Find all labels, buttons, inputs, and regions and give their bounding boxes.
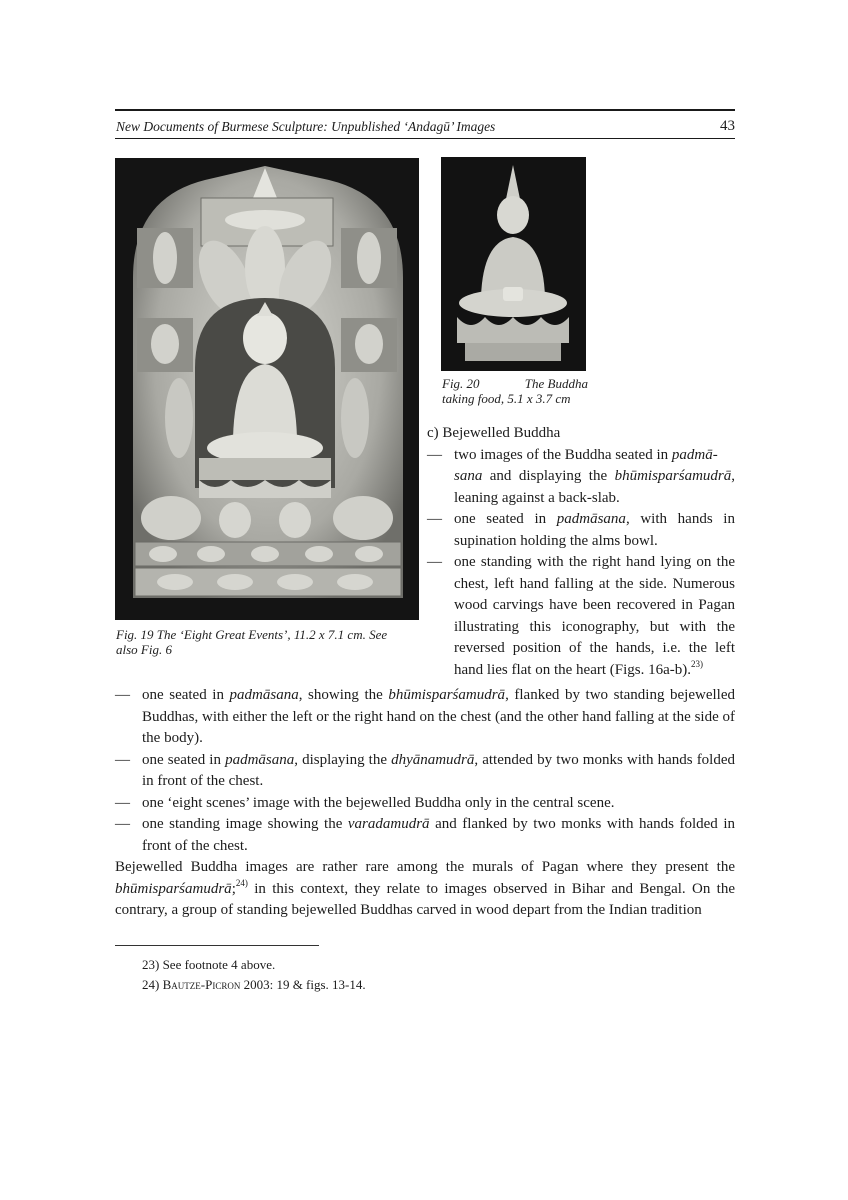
list-item (427, 552, 735, 681)
item-text: , with hands in supination holding the alms bowl. (454, 511, 735, 549)
item-text: one standing with the right hand lying on the chest, left hand falling at the side. Numerous wood carvings have been recovered in Pagan illustrating this iconography, but with the reversed position of the hands, i.e. the left hand lies flat on the heart (Figs. 16a-b). (454, 554, 735, 678)
figure-19-caption-line2: also Fig. 6 (116, 642, 172, 657)
right-column-text (427, 423, 735, 681)
footnote-text: 2003: 19 & figs. 13-14. (240, 977, 366, 992)
term-italic: sana (454, 468, 483, 484)
item-text: , showing the (298, 687, 389, 703)
term-italic: padmā- (671, 446, 718, 463)
header-bottom-rule (115, 138, 735, 139)
section-heading: c) Bejewelled Buddha (427, 425, 561, 441)
figure-20-caption-title: The Buddha (524, 376, 588, 391)
dash-marker: — (115, 794, 130, 811)
footnote-separator (115, 945, 319, 946)
item-text: , displaying the (294, 751, 392, 768)
dash-marker: — (427, 554, 442, 570)
list-item (115, 814, 735, 857)
term-italic: padmāsana (556, 511, 626, 527)
running-header-title: New Documents of Burmese Sculpture: Unpublished ‘Andagū’ Images (116, 119, 496, 134)
header-top-rule (115, 109, 735, 111)
term-italic: dhyānamudrā (391, 751, 475, 768)
footnote-ref-24[interactable]: 24) (235, 877, 248, 888)
term-italic: bhūmisparśamudrā (388, 687, 506, 703)
dash-marker: — (115, 751, 130, 768)
item-text: , leaning against a back-slab. (454, 468, 735, 506)
footnote-number: 24) (142, 977, 163, 992)
full-width-text (115, 685, 735, 922)
item-text: one seated in (454, 511, 557, 527)
figure-20-caption (442, 376, 588, 406)
footnote-24 (142, 977, 366, 993)
paragraph-text: Bejewelled Buddha images are rather rare among the murals of Pagan where they present the (115, 859, 735, 875)
paragraph-text: in this context, they relate to images observed in Bihar and Bengal. On the contrary, a group of standing bejewelled Buddhas carved in wood depart from the Indian tradition (115, 880, 735, 918)
figure-19-caption (116, 627, 420, 657)
item-text: and displaying the (482, 468, 615, 484)
item-text: one standing image showing the (142, 816, 348, 832)
item-text: two images of the Buddha seated in (454, 446, 672, 463)
item-text: , flanked by two standing bejewelled Buddhas, with either the left or the right hand on the chest (and the other hand falling at the side of the body). (142, 687, 735, 746)
body-paragraph (115, 857, 735, 922)
dash-marker: — (115, 816, 130, 832)
footnote-23: 23) See footnote 4 above. (142, 957, 276, 972)
figure-19-caption-line1: Fig. 19 The ‘Eight Great Events’, 11.2 x 7.1 cm. See (116, 627, 388, 642)
author-name: Bautze-Picron (162, 977, 241, 992)
figure-19-eight-great-events-photo (115, 158, 419, 620)
figure-20-caption-line2: taking food, 5.1 x 3.7 cm (442, 391, 571, 406)
list-item (115, 793, 735, 815)
term-italic: padmāsana (229, 687, 299, 703)
footnote-ref-23[interactable]: 23) (691, 658, 704, 669)
term-italic: bhūmisparśamudrā (614, 468, 732, 484)
item-text: and flanked by two monks with hands folded in front of the chest. (142, 816, 735, 854)
figure-20-buddha-taking-food-photo (441, 157, 586, 371)
dash-marker: — (427, 511, 442, 527)
item-text: one seated in (142, 751, 226, 768)
item-text: one seated in (142, 687, 230, 703)
list-item (115, 750, 735, 793)
item-text: , attended by two monks with hands folded in front of the chest. (142, 751, 736, 789)
list-item (427, 509, 735, 552)
item-text: one ‘eight scenes’ image with the bejewelled Buddha only in the central scene. (142, 794, 615, 811)
term-italic: varadamudrā (347, 816, 430, 832)
dash-marker: — (115, 687, 130, 703)
paragraph-text: ; (231, 880, 236, 897)
list-item (115, 685, 735, 750)
list-item (427, 445, 735, 510)
figure-20-caption-label: Fig. 20 (442, 376, 480, 391)
page-number: 43 (720, 118, 735, 134)
dash-marker: — (427, 446, 442, 463)
term-italic: padmāsana (225, 751, 295, 768)
term-italic: bhūmisparśamudrā (115, 880, 232, 897)
